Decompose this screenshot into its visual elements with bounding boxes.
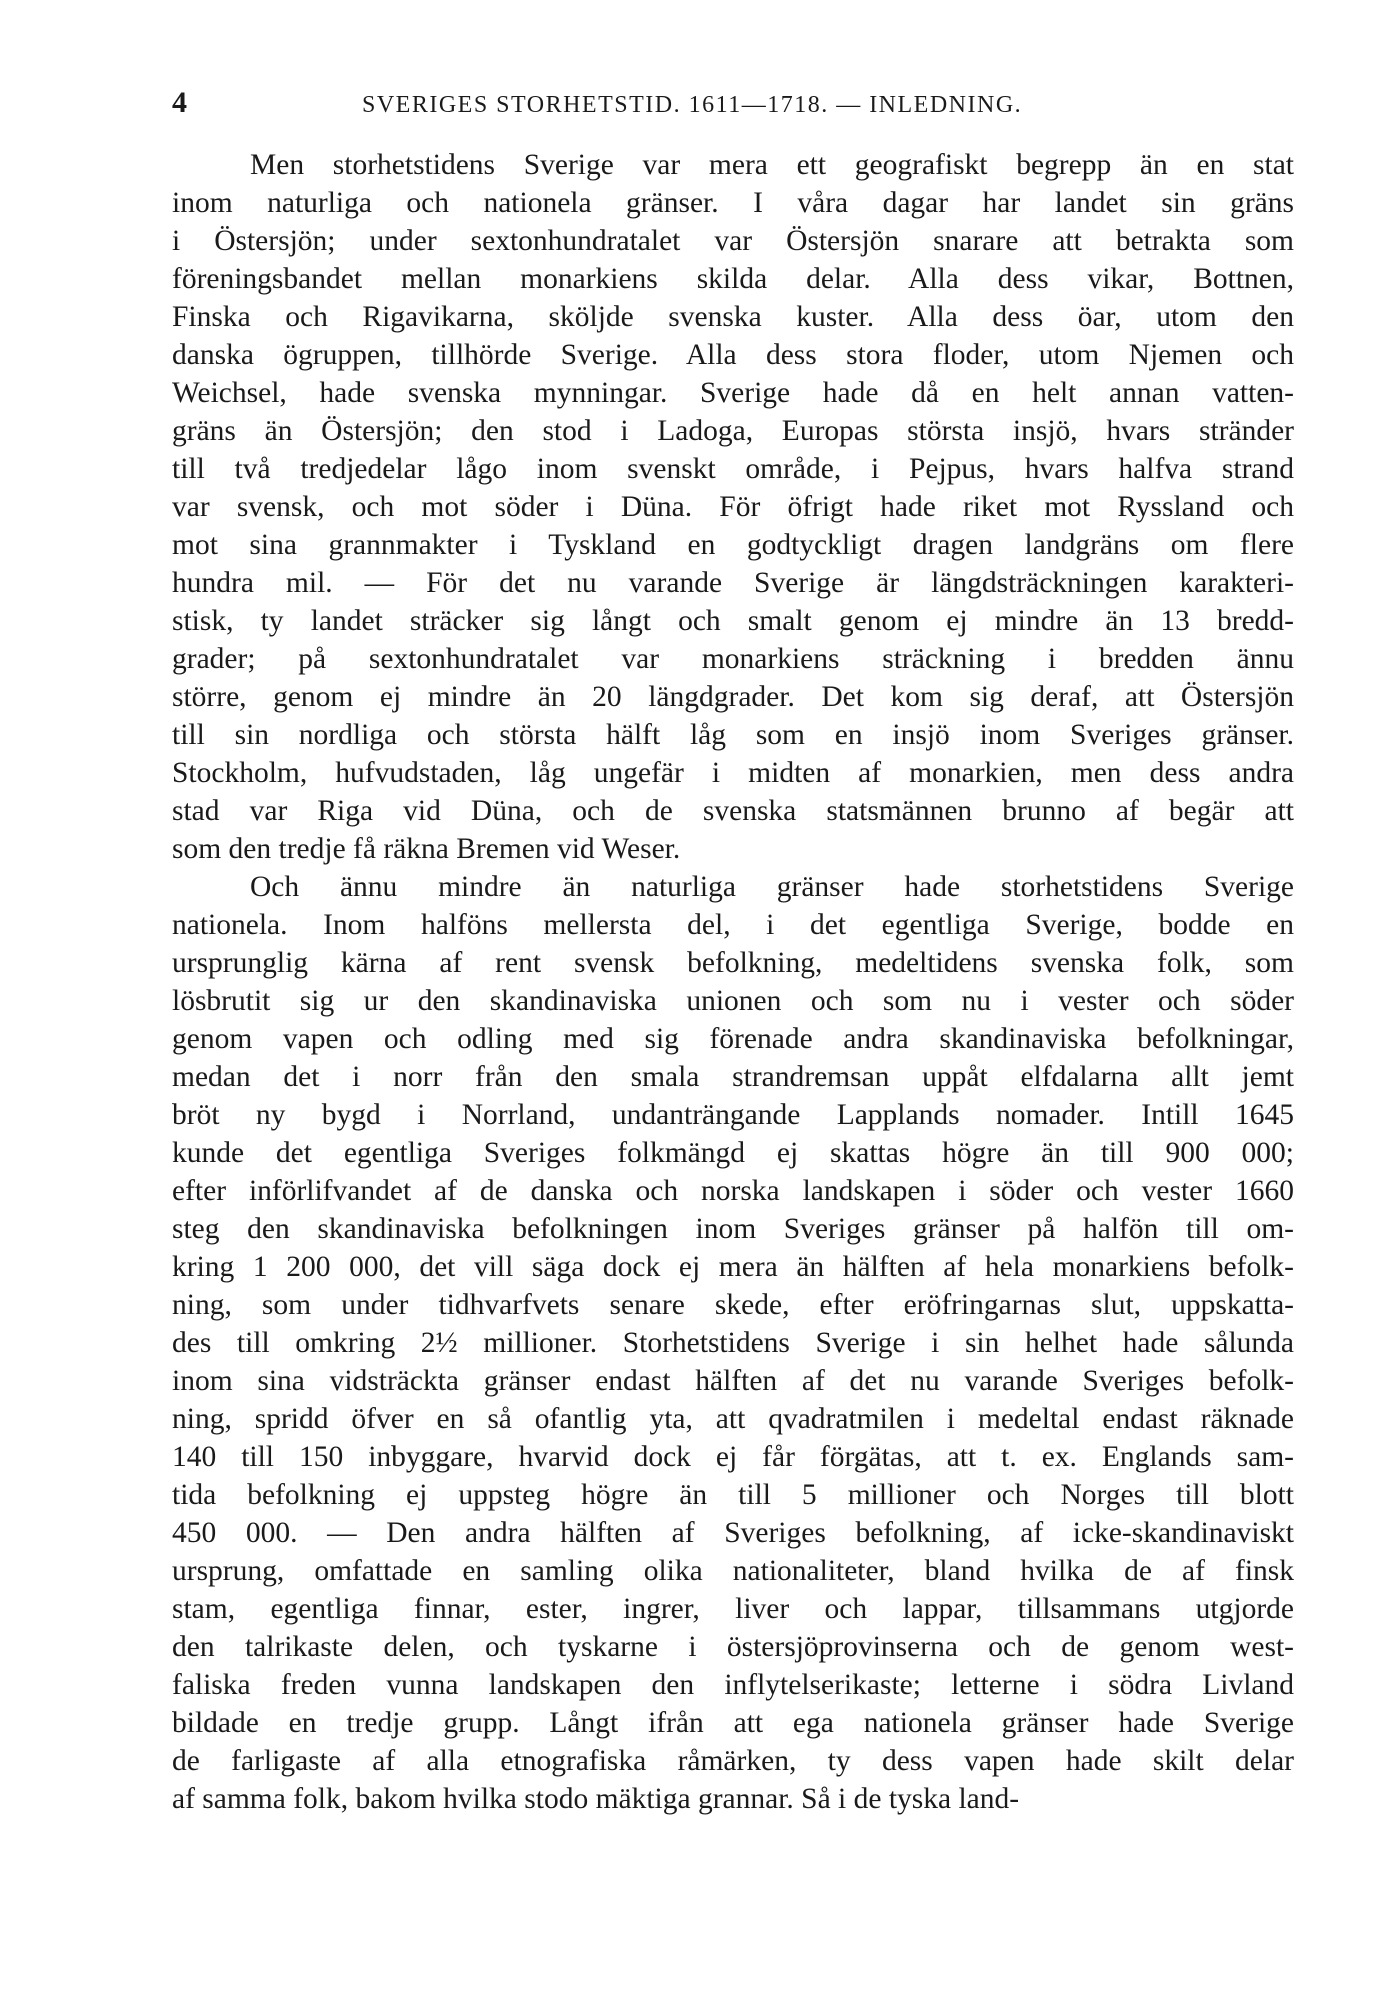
text-line: Stockholm, hufvudstaden, låg ungefär i midten af monarkien, men dess andra	[172, 757, 1294, 789]
text-line: större, genom ej mindre än 20 längdgrader. Det kom sig deraf, att Östersjön	[172, 681, 1294, 713]
paragraph	[172, 868, 1294, 1818]
text-line: faliska freden vunna landskapen den inflytelserikaste; letterne i södra Livland	[172, 1669, 1294, 1701]
text-line: grader; på sextonhundratalet var monarkiens sträckning i bredden ännu	[172, 643, 1294, 675]
text-line: till sin nordliga och största hälft låg som en insjö inom Sveriges gränser.	[172, 719, 1294, 751]
text-line: ursprunglig kärna af rent svensk befolkning, medeltidens svenska folk, som	[172, 947, 1294, 979]
text-line: ning, spridd öfver en så ofantlig yta, att qvadratmilen i medeltal endast räknade	[172, 1403, 1294, 1435]
text-line: var svensk, och mot söder i Düna. För öfrigt hade riket mot Ryssland och	[172, 491, 1294, 523]
text-line: kunde det egentliga Sveriges folkmängd ej skattas högre än till 900 000;	[172, 1137, 1294, 1169]
text-line: 140 till 150 inbyggare, hvarvid dock ej får förgätas, att t. ex. Englands sam-	[172, 1441, 1294, 1473]
text-line: stam, egentliga finnar, ester, ingrer, liver och lappar, tillsammans utgjorde	[172, 1593, 1294, 1625]
text-line: som den tredje få räkna Bremen vid Weser.	[172, 833, 681, 865]
body-text	[172, 146, 1294, 1818]
text-line: i Östersjön; under sextonhundratalet var Östersjön snarare att betrakta som	[172, 225, 1294, 257]
text-line: 450 000. — Den andra hälften af Sveriges befolkning, af icke-skandinaviskt	[172, 1517, 1294, 1549]
text-line: inom sina vidsträckta gränser endast hälften af det nu varande Sveriges befolk-	[172, 1365, 1294, 1397]
text-line: Weichsel, hade svenska mynningar. Sverige hade då en helt annan vatten-	[172, 377, 1294, 409]
text-line: inom naturliga och nationela gränser. I våra dagar har landet sin gräns	[172, 187, 1294, 219]
text-line: till två tredjedelar lågo inom svenskt område, i Pejpus, hvars halfva strand	[172, 453, 1294, 485]
text-line: lösbrutit sig ur den skandinaviska unionen och som nu i vester och söder	[172, 985, 1294, 1017]
text-line: medan det i norr från den smala strandremsan uppåt elfdalarna allt jemt	[172, 1061, 1294, 1093]
text-line: tida befolkning ej uppsteg högre än till 5 millioner och Norges till blott	[172, 1479, 1294, 1511]
paragraph	[172, 146, 1294, 868]
text-line: kring 1 200 000, det vill säga dock ej mera än hälften af hela monarkiens befolk-	[172, 1251, 1294, 1283]
page-number: 4	[172, 86, 189, 119]
text-line: stad var Riga vid Düna, och de svenska statsmännen brunno af begär att	[172, 795, 1294, 827]
text-line: gräns än Östersjön; den stod i Ladoga, Europas största insjö, hvars stränder	[172, 415, 1294, 447]
text-line: Och ännu mindre än naturliga gränser hade storhetstidens Sverige	[250, 871, 1294, 903]
text-line: den talrikaste delen, och tyskarne i östersjöprovinserna och de genom west-	[172, 1631, 1294, 1663]
text-line: steg den skandinaviska befolkningen inom Sveriges gränser på halfön till om-	[172, 1213, 1294, 1245]
text-line: föreningsbandet mellan monarkiens skilda delar. Alla dess vikar, Bottnen,	[172, 263, 1294, 295]
text-line: af samma folk, bakom hvilka stodo mäktiga grannar. Så i de tyska land-	[172, 1783, 1020, 1815]
text-line: Finska och Rigavikarna, sköljde svenska kuster. Alla dess öar, utom den	[172, 301, 1294, 333]
text-line: Men storhetstidens Sverige var mera ett geografiskt begrepp än en stat	[250, 149, 1294, 181]
text-line: de farligaste af alla etnografiska råmärken, ty dess vapen hade skilt delar	[172, 1745, 1294, 1777]
text-line: des till omkring 2½ millioner. Storhetstidens Sverige i sin helhet hade sålunda	[172, 1327, 1294, 1359]
text-line: ursprung, omfattade en samling olika nationaliteter, bland hvilka de af finsk	[172, 1555, 1294, 1587]
text-line: efter införlifvandet af de danska och norska landskapen i söder och vester 1660	[172, 1175, 1294, 1207]
text-line: mot sina grannmakter i Tyskland en godtyckligt dragen landgräns om flere	[172, 529, 1294, 561]
text-line: bröt ny bygd i Norrland, undanträngande Lapplands nomader. Intill 1645	[172, 1099, 1294, 1131]
text-line: bildade en tredje grupp. Långt ifrån att ega nationela gränser hade Sverige	[172, 1707, 1294, 1739]
text-line: hundra mil. — För det nu varande Sverige är längdsträckningen karakteri-	[172, 567, 1294, 599]
text-line: genom vapen och odling med sig förenade andra skandinaviska befolkningar,	[172, 1023, 1294, 1055]
text-line: nationela. Inom halföns mellersta del, i det egentliga Sverige, bodde en	[172, 909, 1294, 941]
text-line: danska ögruppen, tillhörde Sverige. Alla dess stora floder, utom Njemen och	[172, 339, 1294, 371]
text-line: ning, som under tidhvarfvets senare skede, efter eröfringarnas slut, uppskatta-	[172, 1289, 1294, 1321]
text-line: stisk, ty landet sträcker sig långt och smalt genom ej mindre än 13 bredd-	[172, 605, 1294, 637]
running-head: SVERIGES STORHETSTID. 1611—1718. — INLEDNING.	[362, 92, 1023, 118]
page-header	[172, 86, 1294, 126]
